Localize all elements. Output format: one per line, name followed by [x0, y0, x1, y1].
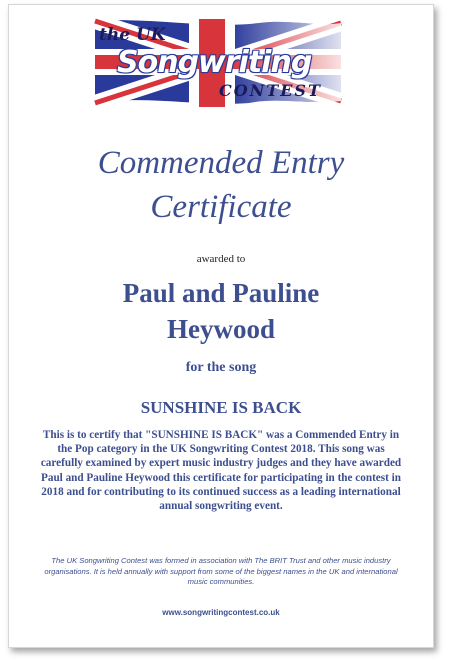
website-url: www.songwritingcontest.co.uk: [162, 608, 280, 617]
contest-footnote: The UK Songwriting Contest was formed in association with The BRIT Trust and other music industry organisations. It is held annually with support from some of the biggest names in the UK and international music communities.: [44, 556, 398, 586]
contest-logo: [89, 15, 347, 109]
recipient-name-line1: Paul and Pauline: [122, 278, 320, 308]
certificate-title-line2: Certificate: [150, 189, 292, 225]
logo-songwriting: Songwriting: [117, 45, 312, 80]
song-title: SUNSHINE IS BACK: [140, 398, 302, 417]
recipient-name-line2: Heywood: [167, 314, 275, 344]
certification-text: This is to certify that "SUNSHINE IS BACK" was a Commended Entry in the Pop category in the UK Songwriting Contest 2018. This song was carefully examined by expert music industry judges and they have awarded Paul and Pauline Heywood this certificate for participating in the contest in 2018 and for contributing to its continued success as a leading international annual songwriting event.: [40, 429, 402, 513]
logo-the-uk: the UK: [99, 25, 166, 45]
for-the-song-label: for the song: [185, 360, 257, 375]
awarded-to-label: awarded to: [196, 253, 246, 265]
certificate-title-line1: Commended Entry: [97, 145, 345, 181]
logo-contest: CONTEST: [219, 81, 322, 100]
certificate-sheet: [8, 4, 434, 648]
